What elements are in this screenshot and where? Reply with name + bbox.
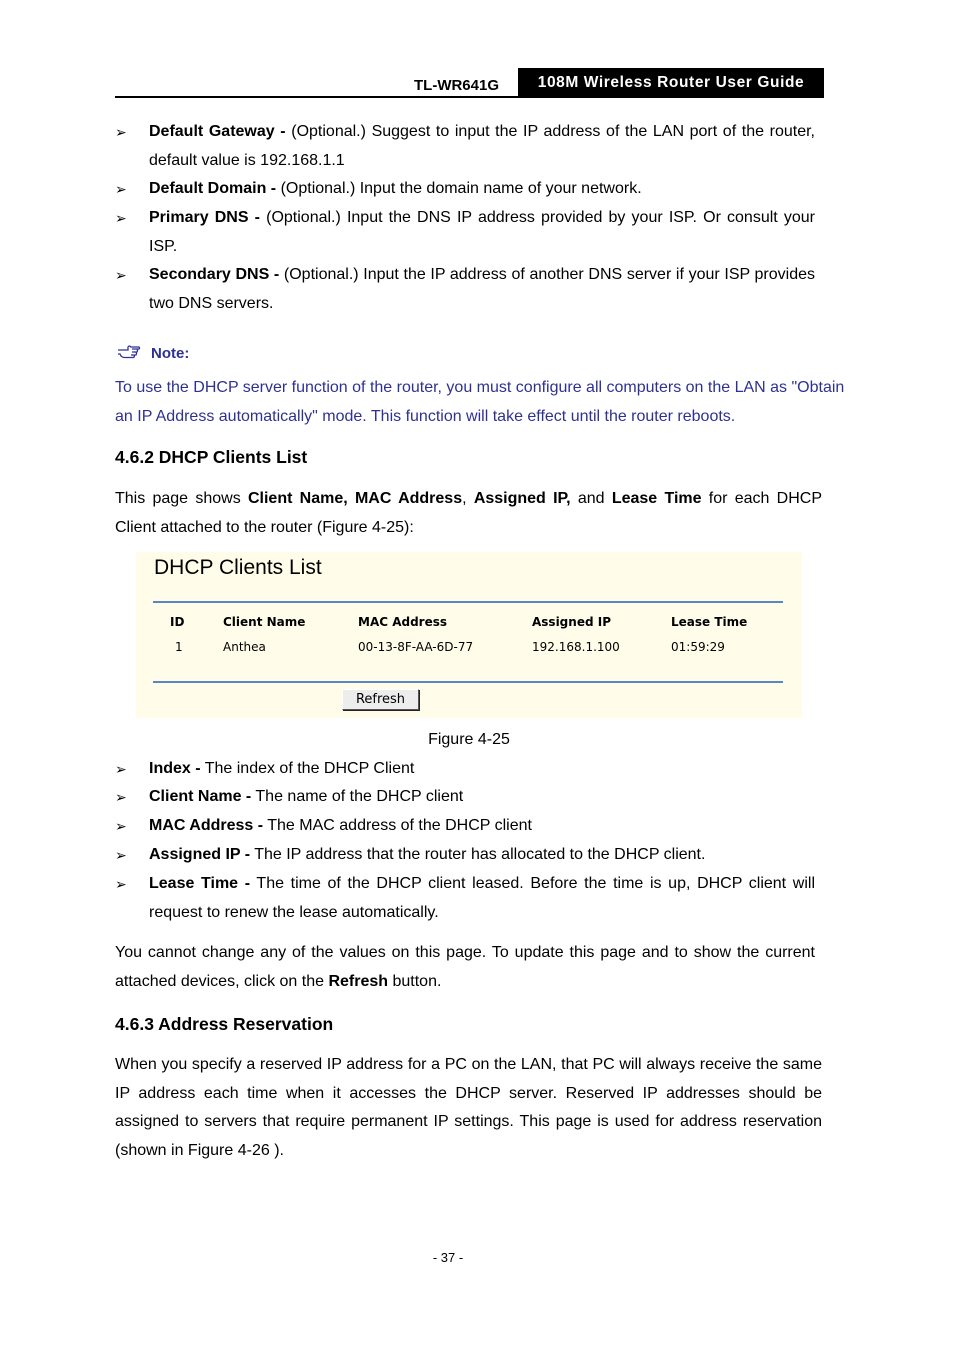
bullet-text: The name of the DHCP client bbox=[251, 788, 464, 805]
intro-bold: Lease Time bbox=[611, 490, 702, 507]
section-heading-4-6-2: 4.6.2 DHCP Clients List bbox=[115, 447, 308, 467]
bullet-term: Default Domain - bbox=[149, 180, 277, 197]
section-intro bbox=[115, 485, 822, 542]
bullet-marker: ➢ bbox=[115, 124, 127, 140]
panel-top-rule bbox=[153, 601, 783, 603]
cell-assigned-ip: 192.168.1.100 bbox=[532, 640, 620, 654]
intro-text: for each DHCP Client attached to the router (Figure 4-25): bbox=[115, 490, 823, 536]
section-heading-4-6-3: 4.6.3 Address Reservation bbox=[115, 1014, 334, 1034]
cell-client-name: Anthea bbox=[223, 640, 266, 654]
bullet-marker: ➢ bbox=[115, 818, 127, 834]
section-body: When you specify a reserved IP address for a PC on the LAN, that PC will always receive the same IP address each time when it accesses the DHCP server. Reserved IP addresses should be assigned to servers that require permanent IP settings. This page is used for address reservation (shown in Figure 4-26 ). bbox=[115, 1056, 822, 1160]
panel-bottom-rule bbox=[153, 681, 783, 683]
intro-bold: Client Name, MAC Address bbox=[247, 490, 463, 507]
bullet-marker: ➢ bbox=[115, 847, 127, 863]
header-guide-title: 108M Wireless Router User Guide bbox=[518, 68, 824, 98]
bullet-mac-address bbox=[115, 812, 815, 841]
panel-title: DHCP Clients List bbox=[154, 556, 322, 579]
bullet-term: Lease Time - bbox=[149, 875, 251, 892]
bullet-secondary-dns bbox=[115, 261, 815, 318]
paragraph-bold: Refresh bbox=[328, 972, 389, 990]
note-text: To use the DHCP server function of the router, you must configure all computers on the LAN as "Obtain an IP Address automatically" mode. This function will take effect until the router reboots. bbox=[115, 379, 845, 425]
header-rule bbox=[115, 96, 824, 98]
bullet-text: (Optional.) Input the IP address of another DNS server if your ISP provides two DNS servers. bbox=[149, 266, 816, 312]
intro-text: and bbox=[570, 490, 612, 507]
bullet-text: The time of the DHCP client leased. Before the time is up, DHCP client will request to renew the lease automatically. bbox=[149, 875, 815, 921]
bullet-default-domain bbox=[115, 175, 815, 204]
bullet-term: MAC Address - bbox=[149, 817, 264, 834]
bullet-default-gateway bbox=[115, 118, 815, 175]
intro-bold: Assigned IP, bbox=[473, 490, 571, 507]
bullet-assigned-ip bbox=[115, 841, 815, 870]
bullet-text: (Optional.) Input the DNS IP address provided by your ISP. Or consult your ISP. bbox=[149, 209, 815, 255]
bullet-index bbox=[115, 755, 815, 784]
bullet-marker: ➢ bbox=[115, 789, 127, 805]
page-number: - 37 - bbox=[432, 1250, 464, 1265]
bullet-term: Client Name - bbox=[149, 788, 252, 805]
refresh-paragraph bbox=[115, 939, 815, 996]
bullet-marker: ➢ bbox=[115, 761, 127, 777]
paragraph-text: You cannot change any of the values on this page. To update this page and to show the current attached devices, click on the bbox=[115, 944, 815, 990]
bullet-text: The MAC address of the DHCP client bbox=[263, 817, 532, 834]
column-header-id: ID bbox=[170, 615, 185, 629]
cell-lease-time: 01:59:29 bbox=[671, 640, 725, 654]
bullet-text: (Optional.) Input the domain name of your network. bbox=[276, 180, 642, 197]
bullet-marker: ➢ bbox=[115, 210, 127, 226]
bullet-lease-time bbox=[115, 870, 815, 927]
bullet-term: Assigned IP - bbox=[149, 846, 251, 863]
bullet-marker: ➢ bbox=[115, 876, 127, 892]
refresh-button[interactable]: Refresh bbox=[342, 689, 419, 710]
header-model: TL-WR641G bbox=[414, 77, 500, 94]
note-label-text: Note: bbox=[151, 344, 190, 362]
bullet-text: The IP address that the router has allocated to the DHCP client. bbox=[250, 846, 706, 863]
column-header-mac-address: MAC Address bbox=[358, 615, 448, 629]
paragraph-text: button. bbox=[388, 972, 442, 990]
bullet-term: Default Gateway - bbox=[149, 123, 286, 140]
column-header-client-name: Client Name bbox=[223, 615, 306, 629]
pointing-hand-icon bbox=[117, 343, 141, 363]
bullet-primary-dns bbox=[115, 204, 815, 261]
column-header-lease-time: Lease Time bbox=[671, 615, 748, 629]
bullet-term: Index - bbox=[149, 760, 201, 777]
cell-id: 1 bbox=[175, 640, 183, 654]
column-header-assigned-ip: Assigned IP bbox=[532, 615, 611, 629]
bullet-text: The index of the DHCP Client bbox=[200, 760, 415, 777]
intro-text: This page shows bbox=[115, 490, 248, 507]
bullet-term: Primary DNS - bbox=[149, 209, 260, 226]
bullet-text: (Optional.) Suggest to input the IP address of the LAN port of the router, default value is 192.168.1.1 bbox=[149, 123, 815, 169]
bullet-client-name bbox=[115, 783, 815, 812]
note-label bbox=[117, 343, 189, 363]
bullet-marker: ➢ bbox=[115, 181, 127, 197]
intro-text: , bbox=[462, 490, 474, 507]
bullet-term: Secondary DNS - bbox=[149, 266, 280, 283]
bullet-marker: ➢ bbox=[115, 267, 127, 283]
cell-mac-address: 00-13-8F-AA-6D-77 bbox=[358, 640, 474, 654]
figure-caption: Figure 4-25 bbox=[428, 731, 510, 748]
